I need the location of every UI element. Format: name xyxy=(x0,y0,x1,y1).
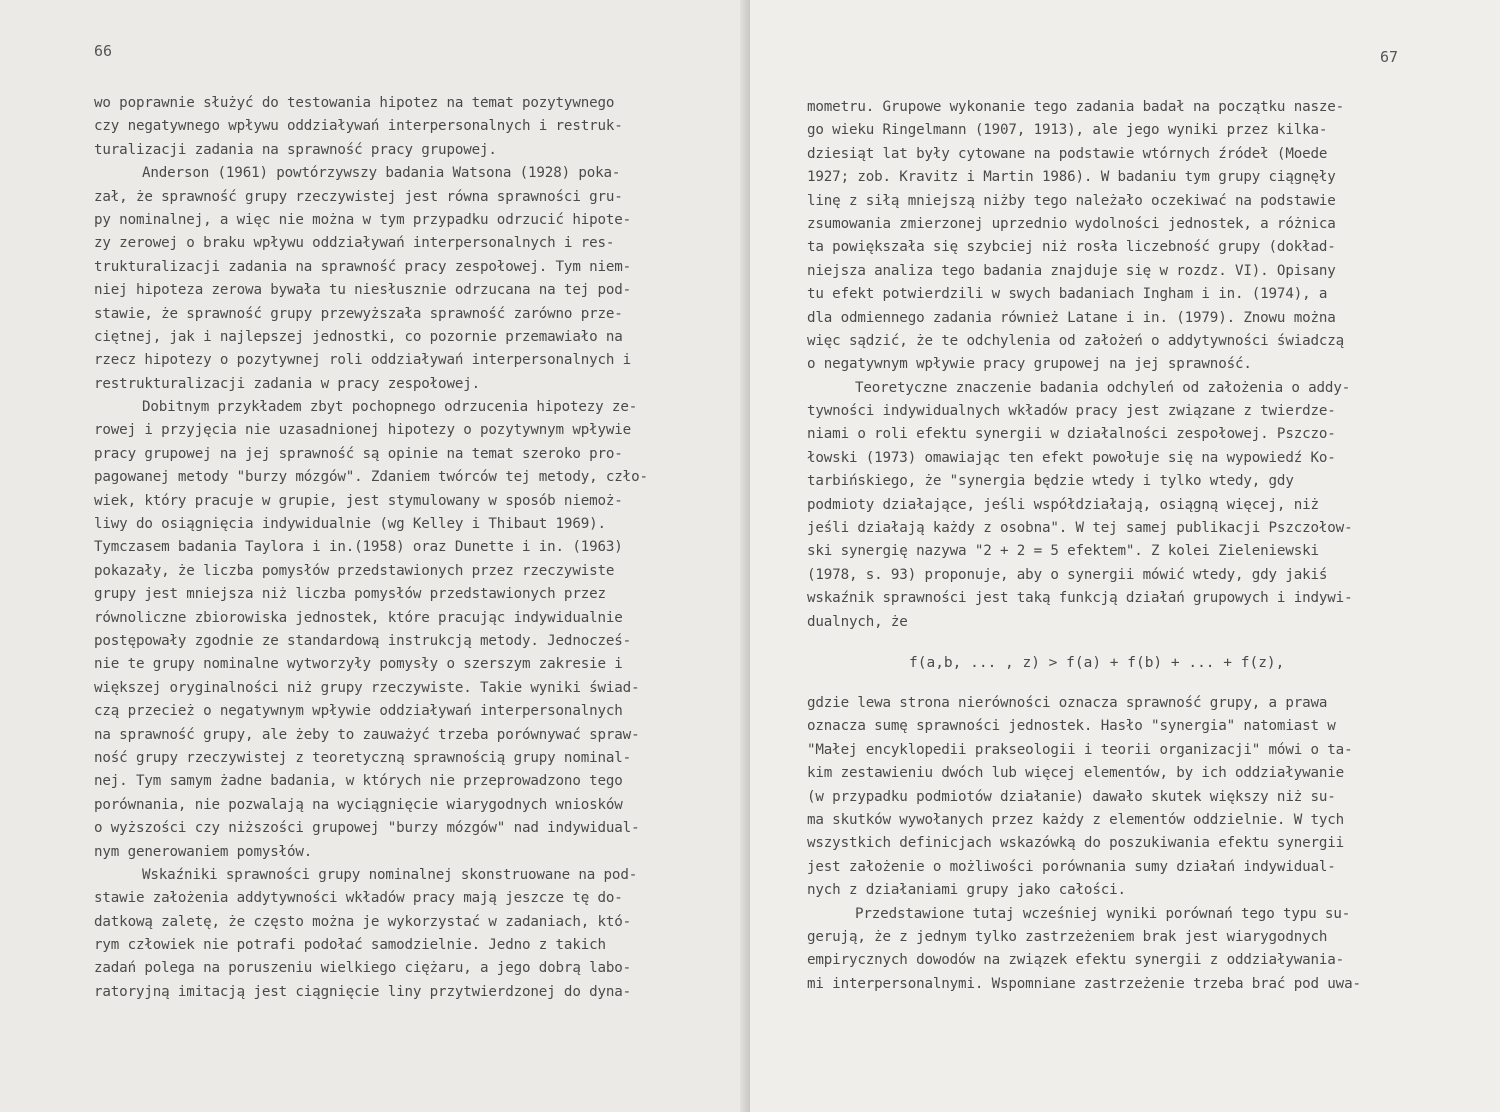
text-line: tywności indywidualnych wkładów pracy jest związane z twierdze- xyxy=(807,403,1336,420)
right-page-text xyxy=(807,96,1427,996)
text-line: Przedstawione tutaj wcześniej wyniki porównań tego typu su- xyxy=(855,905,1351,922)
text-line: ność grupy rzeczywistej z teoretyczną sprawnością grupy nominal- xyxy=(94,749,632,766)
text-line: jest założenie o możliwości porównania sumy działań indywidual- xyxy=(807,858,1336,875)
text-line: niejsza analiza tego badania znajduje się w rozdz. VI). Opisany xyxy=(807,262,1336,279)
text-line: dziesiąt lat były cytowane na podstawie wtórnych źródeł (Moede xyxy=(807,145,1328,162)
text-line: podmioty działające, jeśli współdziałają, osiągną więcej, niż xyxy=(807,496,1319,513)
text-line: mometru. Grupowe wykonanie tego zadania badał na początku nasze- xyxy=(807,99,1345,115)
text-line: pracy grupowej na jej sprawność są opinie na temat szeroko pro- xyxy=(94,445,623,462)
text-line: na sprawność grupy, ale żeby to zauważyć trzeba porównywać spraw- xyxy=(94,726,640,743)
text-line: niej hipoteza zerowa bywała tu niesłusznie odrzucana na tej pod- xyxy=(94,282,632,299)
text-line: 1927; zob. Kravitz i Martin 1986). W badaniu tym grupy ciągnęły xyxy=(807,169,1336,186)
text-line: wszystkich definicjach wskazówką do poszukiwania efektu synergii xyxy=(807,835,1345,852)
text-line: równoliczne zbiorowiska jednostek, które pracując indywidualnie xyxy=(94,609,623,626)
text-line: oznacza sumę sprawności jednostek. Hasło "synergia" natomiast w xyxy=(807,718,1336,735)
text-line: rym człowiek nie potrafi podołać samodzielnie. Jedno z takich xyxy=(94,937,606,954)
text-line: trukturalizacji zadania na sprawność pracy zespołowej. Tym niem- xyxy=(94,258,632,275)
text-line: Tymczasem badania Taylora i in.(1958) oraz Dunette i in. (1963) xyxy=(94,539,623,556)
text-line: pagowanej metody "burzy mózgów". Zdaniem twórców tej metody, czło- xyxy=(94,469,648,486)
text-line: stawie, że sprawność grupy przewyższała sprawność zarówno prze- xyxy=(94,305,623,322)
text-line: empirycznych dowodów na związek efektu synergii z oddziaływania- xyxy=(807,952,1345,969)
right-text-before-formula xyxy=(807,96,1427,634)
text-line: dla odmiennego zadania również Latane i in. (1979). Znowu można xyxy=(807,309,1336,326)
text-line: większej oryginalności niż grupy rzeczywiste. Takie wyniki świad- xyxy=(94,679,640,696)
text-line: niami o roli efektu synergii w działalności zespołowej. Pszczo- xyxy=(807,426,1336,443)
text-line: Anderson (1961) powtórzywszy badania Watsona (1928) poka- xyxy=(142,165,621,182)
text-line: postępowały zgodnie ze standardową instrukcją metody. Jednocześ- xyxy=(94,632,632,649)
page-number-right: 67 xyxy=(1380,48,1399,66)
text-line: ratoryjną imitacją jest ciągnięcie liny przytwierdzonej do dyna- xyxy=(94,983,632,1000)
text-line: tarbińskiego, że "synergia będzie wtedy i tylko wtedy, gdy xyxy=(807,473,1294,490)
text-line: wo poprawnie służyć do testowania hipotez na temat pozytywnego xyxy=(94,95,615,111)
text-line: pokazały, że liczba pomysłów przedstawionych przez rzeczywiste xyxy=(94,562,615,579)
text-line: ma skutków wywołanych przez każdy z elementów oddzielnie. W tych xyxy=(807,811,1345,828)
text-line: ta powiększała się szybciej niż rosła liczebność grupy (dokład- xyxy=(807,239,1336,256)
text-line: linę z siłą mniejszą niżby tego należało oczekiwać na podstawie xyxy=(807,192,1336,209)
text-line: Wskaźniki sprawności grupy nominalnej skonstruowane na pod- xyxy=(142,866,638,883)
text-line: czą przecież o negatywnym wpływie oddziaływań interpersonalnych xyxy=(94,703,623,720)
text-line: dualnych, że xyxy=(807,613,908,630)
text-line: (1978, s. 93) proponuje, aby o synergii mówić wtedy, gdy jakiś xyxy=(807,566,1328,583)
page-number-left: 66 xyxy=(94,42,113,60)
text-line: Teoretyczne znaczenie badania odchyleń od założenia o addy- xyxy=(855,379,1351,396)
text-line: ciętnej, jak i najlepszej jednostki, co pozornie przemawiało na xyxy=(94,328,623,345)
text-line: porównania, nie pozwalają na wyciągnięcie wiarygodnych wniosków xyxy=(94,796,623,813)
text-line: łowski (1973) omawiając ten efekt powołuje się na wypowiedź Ko- xyxy=(807,449,1336,466)
text-line: czy negatywnego wpływu oddziaływań interpersonalnych i restruk- xyxy=(94,118,623,135)
text-line: rowej i przyjęcia nie uzasadnionej hipotezy o pozytywnym wpływie xyxy=(94,422,632,439)
text-line: nie te grupy nominalne wytworzyły pomysły o szerszym zakresie i xyxy=(94,656,623,673)
text-line: nych z działaniami grupy jako całości. xyxy=(807,882,1126,899)
text-line: restrukturalizacji zadania w pracy zespołowej. xyxy=(94,375,481,392)
text-line: wiek, który pracuje w grupie, jest stymulowany w sposób niemoż- xyxy=(94,492,623,509)
text-line: jeśli działają każdy z osobna". W tej samej publikacji Pszczołow- xyxy=(807,520,1353,537)
text-line: wskaźnik sprawności jest taką funkcją działań grupowych i indywi- xyxy=(807,590,1353,607)
text-line: ski synergię nazywa "2 + 2 = 5 efektem". Z kolei Zieleniewski xyxy=(807,543,1319,560)
text-line: turalizacji zadania na sprawność pracy grupowej. xyxy=(94,141,497,158)
text-line: kim zestawieniu dwóch lub więcej elementów, by ich oddziaływanie xyxy=(807,765,1345,782)
right-page xyxy=(750,0,1500,1112)
text-line: więc sądzić, że te odchylenia od założeń o addytywności świadczą xyxy=(807,332,1345,349)
text-line: go wieku Ringelmann (1907, 1913), ale jego wyniki przez kilka- xyxy=(807,122,1328,139)
text-line: zsumowania zmierzonej uprzednio wydolności jednostek, a różnica xyxy=(807,215,1336,232)
text-line: gdzie lewa strona nierówności oznacza sprawność grupy, a prawa xyxy=(807,694,1328,711)
text-line: zy zerowej o braku wpływu oddziaływań interpersonalnych i res- xyxy=(94,235,615,252)
text-line: Dobitnym przykładem zbyt pochopnego odrzucenia hipotezy ze- xyxy=(142,399,638,416)
synergy-formula: f(a,b, ... , z) > f(a) + f(b) + ... + f(z), xyxy=(909,654,1285,671)
text-line: "Małej encyklopedii prakseologii i teorii organizacji" mówi o ta- xyxy=(807,741,1353,758)
text-line: rzecz hipotezy o pozytywnej roli oddziaływań interpersonalnych i xyxy=(94,352,632,369)
text-line: gerują, że z jednym tylko zastrzeżeniem brak jest wiarygodnych xyxy=(807,928,1328,945)
text-line: mi interpersonalnymi. Wspomniane zastrzeżenie trzeba brać pod uwa- xyxy=(807,975,1361,992)
text-line: nym generowaniem pomysłów. xyxy=(94,843,313,860)
text-line: stawie założenia addytywności wkładów pracy mają jeszcze tę do- xyxy=(94,890,623,907)
text-line: datkową zaletę, że często można je wykorzystać w zadaniach, któ- xyxy=(94,913,632,930)
text-line: liwy do osiągnięcia indywidualnie (wg Kelley i Thibaut 1969). xyxy=(94,516,606,533)
text-line: zał, że sprawność grupy rzeczywistej jest równa sprawności gru- xyxy=(94,188,623,205)
text-line: grupy jest mniejsza niż liczba pomysłów przedstawionych przez xyxy=(94,586,606,603)
text-line: zadań polega na poruszeniu wielkiego ciężaru, a jego dobrą labo- xyxy=(94,960,632,977)
text-line: tu efekt potwierdzili w swych badaniach Ingham i in. (1974), a xyxy=(807,286,1328,303)
text-line: nej. Tym samym żadne badania, w których nie przeprowadzono tego xyxy=(94,773,623,790)
left-page-text xyxy=(94,92,704,1004)
text-line: py nominalnej, a więc nie można w tym przypadku odrzucić hipote- xyxy=(94,211,632,228)
right-text-after-formula xyxy=(807,692,1427,996)
text-line: o negatywnym wpływie pracy grupowej na jej sprawność. xyxy=(807,356,1252,373)
text-line: o wyższości czy niższości grupowej "burzy mózgów" nad indywidual- xyxy=(94,820,640,837)
text-line: (w przypadku podmiotów działanie) dawało skutek większy niż su- xyxy=(807,788,1336,805)
